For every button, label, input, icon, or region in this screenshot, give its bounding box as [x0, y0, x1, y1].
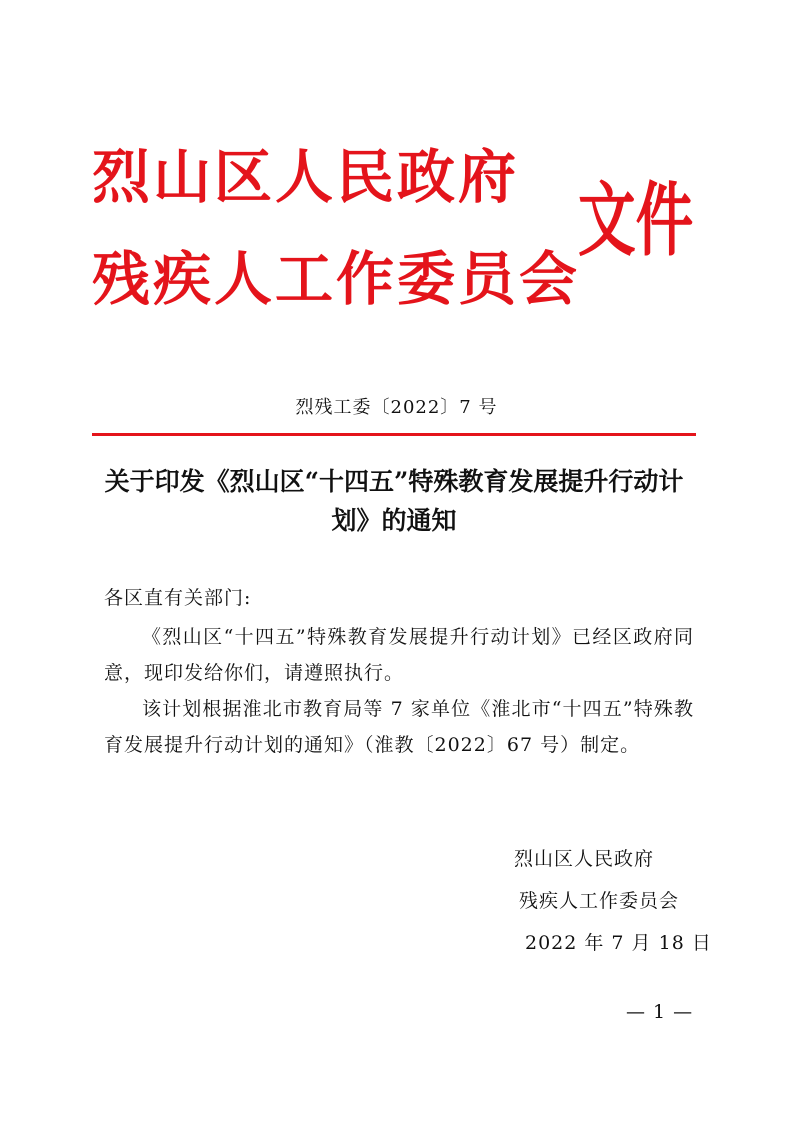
- masthead-line-2: 残疾人工作委员会: [92, 245, 581, 313]
- page-number: — 1 —: [626, 1001, 694, 1023]
- document-title: 关于印发《烈山区“十四五”特殊教育发展提升行动计划》的通知: [104, 467, 684, 535]
- document-number: 烈残工委〔2022〕7 号: [295, 397, 498, 418]
- signature-date: 2022 年 7 月 18 日: [525, 932, 712, 954]
- red-divider: [92, 433, 696, 436]
- masthead-line-1: 烈山区人民政府: [92, 143, 520, 211]
- signature-org-2: 残疾人工作委员会: [519, 890, 680, 912]
- body-paragraph: 该计划根据淮北市教育局等 7 家单位《淮北市“十四五”特殊教育发展提升行动计划的通知》（淮教〔2022〕67 号）制定。: [104, 698, 694, 756]
- body-paragraph: 《烈山区“十四五”特殊教育发展提升行动计划》已经区政府同意，现印发给你们，请遵照执行。: [104, 626, 694, 684]
- masthead-suffix: 文件: [578, 173, 694, 267]
- salutation: 各区直有关部门:: [104, 587, 252, 609]
- signature-org-1: 烈山区人民政府: [514, 848, 655, 870]
